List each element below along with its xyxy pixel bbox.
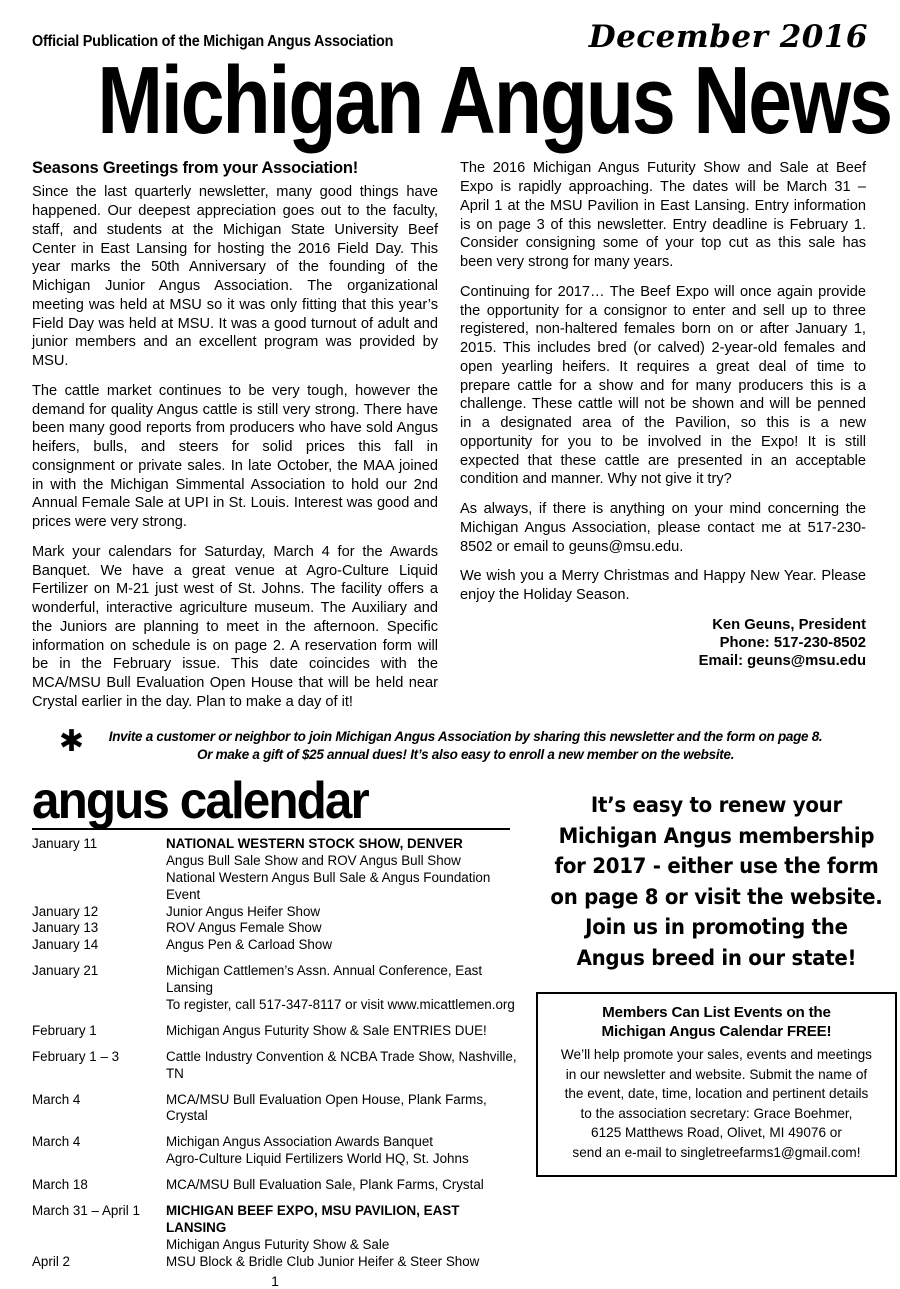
- paragraph: The cattle market continues to be very tough, however the demand for quality Angus cattle is still very strong. There have been many good reports from producers who have sold Angus heifers, bulls, and steers for solid prices this fall in consignment or private sales. In late October, the MAA joined in with the Michigan Simmental Association to hold our 2nd Annual Female Sale at UPI in St. Louis. Interest was good and prices were very strong.: [32, 382, 438, 531]
- calendar-event-title: MSU Block & Bridle Club Junior Heifer & Steer Show: [166, 1253, 480, 1269]
- calendar-row: [32, 1254, 518, 1271]
- calendar-row: [32, 1168, 518, 1194]
- notice-heading: [550, 1004, 883, 1041]
- calendar-event: [166, 1125, 518, 1168]
- signature-name: Ken Geuns, President: [712, 616, 866, 633]
- promo-column: [536, 777, 897, 1289]
- notice-body-line: 6125 Matthews Road, Olivet, MI 49076 or: [591, 1125, 842, 1141]
- calendar-date: January 11: [32, 835, 98, 851]
- calendar-event-detail: Michigan Angus Futurity Show & Sale: [166, 1236, 390, 1252]
- calendar-row: [32, 954, 518, 1014]
- paragraph: As always, if there is anything on your mind concerning the Michigan Angus Association, please contact me at 517-230-8502 or email to geuns@msu.edu.: [460, 501, 866, 555]
- article-left-column: [32, 159, 438, 711]
- signature-email: Email: geuns@msu.edu: [698, 652, 866, 669]
- membership-callout: [32, 723, 868, 765]
- calendar-row: [32, 1083, 518, 1126]
- calendar-date: February 1: [32, 1022, 97, 1038]
- notice-body-line: the event, date, time, location and pertinent details: [564, 1086, 869, 1102]
- calendar-date: January 12: [32, 903, 99, 919]
- paragraph: Since the last quarterly newsletter, many good things have happened. Our deepest appreciation goes out to the faculty, staff, and students at the Michigan State University Beef Center in East Lansing for hosting the 2016 Field Day. This year marks the 50th Anniversary of the founding of the Michigan Junior Angus Association. The organizational meeting was held at MSU so it was only fitting that this year’s Field Day was held at MSU. It was a good turnout of adult and junior members and an excellent program was provided by MSU.: [32, 184, 438, 370]
- promo-line: Join us in promoting the: [585, 915, 848, 941]
- calendar-date: March 31 – April 1: [32, 1202, 140, 1218]
- calendar-event: [166, 937, 518, 954]
- renewal-promo-text: [550, 791, 882, 974]
- calendar-event: [166, 904, 518, 921]
- asterisk-icon: ✱: [58, 723, 84, 759]
- masthead: [0, 0, 900, 55]
- official-publication-line: Official Publication of the Michigan Angus Association: [32, 33, 394, 50]
- signature-phone: Phone: 517-230-8502: [719, 634, 866, 651]
- promo-line: Michigan Angus membership: [558, 823, 875, 849]
- notice-heading-line-1: Members Can List Events on the: [602, 1004, 831, 1022]
- calendar-event-title: Michigan Cattlemen’s Assn. Annual Conference, East Lansing: [166, 963, 483, 996]
- calendar-event-title: Angus Pen & Carload Show: [166, 937, 332, 953]
- issue-date: December 2016: [588, 19, 868, 55]
- notice-body-line: We’ll help promote your sales, events and meetings: [560, 1047, 872, 1063]
- calendar-event: [166, 1168, 518, 1194]
- calendar-event-detail: To register, call 517-347-8117 or visit www.micattlemen.org: [166, 996, 515, 1012]
- calendar-event-title: MCA/MSU Bull Evaluation Sale, Plank Farms, Crystal: [166, 1177, 484, 1193]
- calendar-date: February 1 – 3: [32, 1048, 120, 1064]
- calendar-table: [32, 836, 518, 1271]
- paragraph: Continuing for 2017… The Beef Expo will once again provide the opportunity for a consignor to enter and sell up to three registered, non-haltered females born on or after January 1, 2015. This includes bred (or calved) 2-year-old females and open yearling heifers. It requires a great deal of time to prepare cattle for a show and for many producers this is a challenge. These cattle will not be shown and will be penned in a designated area of the Pavilion, so this is a new opportunity for you to be involved in the Expo! It is still expected that these cattle are presented in an acceptable condition and manner. Why not give it try?: [460, 283, 866, 488]
- greeting-heading: Seasons Greetings from your Association!: [32, 159, 359, 178]
- calendar-date: January 14: [32, 937, 99, 953]
- publication-title: Michigan Angus News: [97, 47, 891, 154]
- calendar-date: January 21: [32, 963, 99, 979]
- callout-line-1: Invite a customer or neighbor to join Michigan Angus Association by sharing this newsletter and the form on page 8.: [108, 728, 823, 745]
- calendar-event-title: MCA/MSU Bull Evaluation Open House, Plank Farms, Crystal: [166, 1091, 487, 1124]
- notice-body-line: to the association secretary: Grace Boehmer,: [580, 1105, 853, 1121]
- angus-calendar: [32, 772, 518, 1289]
- calendar-row: [32, 1125, 518, 1168]
- list-events-notice-box: [536, 992, 897, 1176]
- calendar-row: [32, 937, 518, 954]
- calendar-event-detail: Angus Bull Sale Show and ROV Angus Bull Show: [166, 852, 461, 868]
- calendar-event: [166, 1014, 518, 1040]
- calendar-row: [32, 1194, 518, 1254]
- calendar-title: angus calendar: [32, 772, 368, 831]
- calendar-event: [166, 1040, 518, 1083]
- callout-text: [109, 728, 823, 765]
- promo-line: It’s easy to renew your: [590, 793, 842, 819]
- calendar-event-title: Michigan Angus Futurity Show & Sale ENTRIES DUE!: [166, 1022, 487, 1038]
- calendar-event-detail: National Western Angus Bull Sale & Angus Foundation Event: [166, 869, 491, 902]
- promo-line: Angus breed in our state!: [576, 945, 857, 971]
- article-right-column: [460, 159, 866, 711]
- page-number: 1: [271, 1272, 279, 1289]
- promo-line: for 2017 - either use the form: [554, 854, 879, 880]
- lower-section: [0, 765, 900, 1289]
- calendar-event: [166, 1254, 518, 1271]
- notice-heading-line-2: Michigan Angus Calendar FREE!: [601, 1022, 832, 1040]
- calendar-event: [166, 1083, 518, 1126]
- calendar-event-detail: Agro-Culture Liquid Fertilizers World HQ, St. Johns: [166, 1151, 469, 1167]
- calendar-event: [166, 920, 518, 937]
- calendar-event-title: NATIONAL WESTERN STOCK SHOW, DENVER: [166, 835, 463, 851]
- calendar-event: [166, 1194, 518, 1254]
- calendar-row: [32, 904, 518, 921]
- notice-body: [550, 1045, 883, 1162]
- calendar-event: [166, 836, 518, 904]
- callout-line-2: Or make a gift of $25 annual dues! It’s also easy to enroll a new member on the website.: [196, 747, 735, 764]
- paragraph: The 2016 Michigan Angus Futurity Show and Sale at Beef Expo is rapidly approaching. The dates will be March 31 – April 1 at the MSU Pavilion in East Lansing. Entry information is on page 3 of this newsletter. Entry deadline is February 1. Consider consigning some of your top cut as this sale has been very strong for many years.: [460, 160, 866, 271]
- president-signature: [460, 616, 866, 670]
- calendar-row: [32, 1014, 518, 1040]
- calendar-event-title: Junior Angus Heifer Show: [166, 903, 321, 919]
- calendar-event-title: Michigan Angus Association Awards Banquet: [166, 1134, 433, 1150]
- article-columns: [0, 145, 900, 711]
- calendar-event-title: ROV Angus Female Show: [166, 920, 322, 936]
- calendar-date: March 4: [32, 1091, 81, 1107]
- calendar-row: [32, 1040, 518, 1083]
- paragraph: Mark your calendars for Saturday, March 4 for the Awards Banquet. We have a great venue at Agro-Culture Liquid Fertilizer on M-21 just west of St. Johns. The facility offers a wonderful, interactive agriculture museum. The Auxiliary and the Juniors are planning to meet in the afternoon. Specific information on schedule is on page 2. A reservation form will be in the February issue. This date coincides with the MCA/MSU Bull Evaluation Open House that will be held near Crystal earlier in the day. Plan to make a day of it!: [32, 543, 438, 710]
- calendar-event-title: Cattle Industry Convention & NCBA Trade Show, Nashville, TN: [166, 1048, 517, 1081]
- paragraph: We wish you a Merry Christmas and Happy New Year. Please enjoy the Holiday Season.: [460, 568, 866, 604]
- notice-body-line: in our newsletter and website. Submit the name of: [565, 1066, 868, 1082]
- promo-line: on page 8 or visit the website.: [550, 884, 883, 910]
- calendar-event: [166, 954, 518, 1014]
- calendar-date: April 2: [32, 1253, 70, 1269]
- calendar-date: January 13: [32, 920, 99, 936]
- calendar-date: March 4: [32, 1134, 81, 1150]
- notice-body-line: send an e-mail to singletreefarms1@gmail.com!: [572, 1145, 861, 1161]
- calendar-date: March 18: [32, 1177, 88, 1193]
- calendar-row: [32, 920, 518, 937]
- calendar-event-title: MICHIGAN BEEF EXPO, MSU PAVILION, EAST LANSING: [166, 1202, 460, 1235]
- calendar-row: [32, 836, 518, 904]
